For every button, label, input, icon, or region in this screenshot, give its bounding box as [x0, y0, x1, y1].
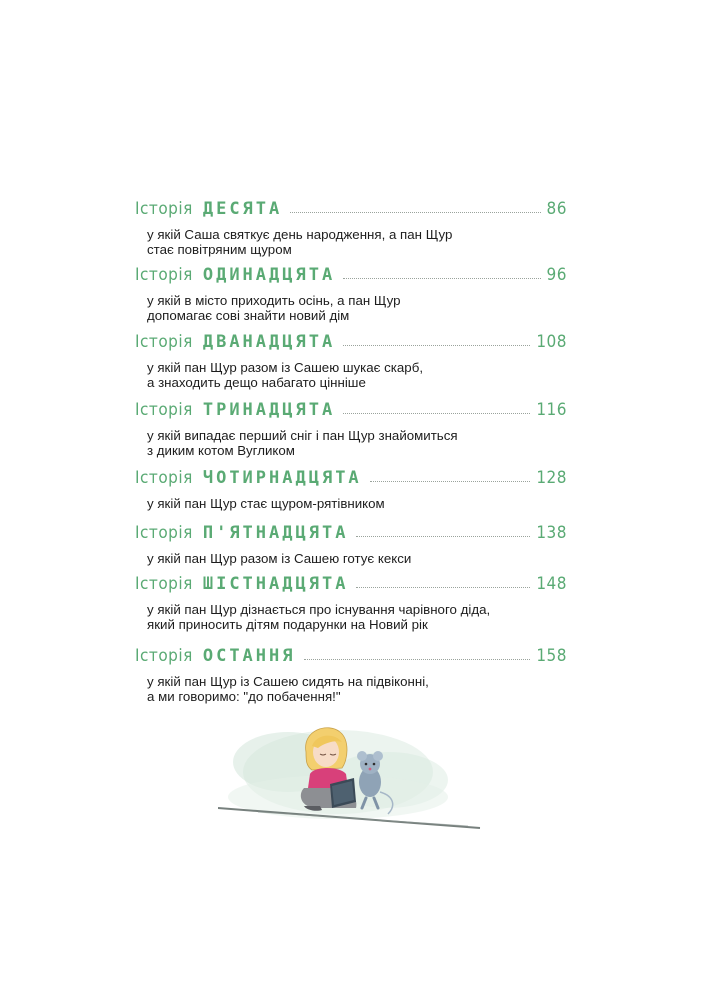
description-line: у якій пан Щур із Сашею сидять на підвіконні, [147, 674, 429, 689]
story-description [147, 496, 567, 511]
story-label: Історія [135, 332, 193, 352]
toc-entry[interactable] [135, 643, 567, 704]
toc-entry-heading [135, 465, 567, 491]
dot-leader [370, 481, 531, 482]
story-label: Історія [135, 199, 193, 219]
toc-entry[interactable] [135, 465, 567, 511]
story-label: Історія [135, 646, 193, 666]
description-line: у якій пан Щур дізнається про існування чарівного діда, [147, 602, 491, 617]
description-line: допомагає сові знайти новий дім [147, 308, 350, 323]
page-number: 108 [536, 332, 567, 352]
page-number: 148 [536, 574, 567, 594]
toc-entry-heading [135, 262, 567, 288]
toc-entry-heading [135, 571, 567, 597]
page-number: 128 [536, 468, 567, 488]
story-label: Історія [135, 265, 193, 285]
description-line: а ми говоримо: "до побачення!" [147, 689, 341, 704]
story-label: Історія [135, 468, 193, 488]
description-line: стає повітряним щуром [147, 242, 292, 257]
toc-entry[interactable] [135, 571, 567, 632]
story-description [147, 551, 567, 566]
page-number: 86 [546, 199, 567, 219]
story-description [147, 360, 567, 390]
toc-entry-heading [135, 520, 567, 546]
story-ordinal: ТРИНАДЦЯТА [202, 400, 336, 420]
story-ordinal: ШІСТНАДЦЯТА [202, 574, 349, 594]
story-description [147, 293, 567, 323]
story-label: Історія [135, 523, 193, 543]
toc-entry-heading [135, 397, 567, 423]
story-ordinal: П'ЯТНАДЦЯТА [202, 523, 349, 543]
dot-leader [356, 587, 530, 588]
description-line: у якій в місто приходить осінь, а пан Щур [147, 293, 401, 308]
dot-leader [290, 212, 540, 213]
story-description [147, 227, 567, 257]
toc-entry[interactable] [135, 520, 567, 566]
description-line: у якій випадає перший сніг і пан Щур знайомиться [147, 428, 458, 443]
description-line: з диким котом Вугликом [147, 443, 295, 458]
dot-leader [343, 278, 540, 279]
story-ordinal: ОДИНАДЦЯТА [202, 265, 336, 285]
toc-entry-heading [135, 643, 567, 669]
dot-leader [343, 345, 530, 346]
toc-entry[interactable] [135, 329, 567, 390]
story-description [147, 674, 567, 704]
dot-leader [304, 659, 531, 660]
story-ordinal: ОСТАННЯ [202, 646, 296, 666]
toc-entry[interactable] [135, 397, 567, 458]
page-number: 96 [546, 265, 567, 285]
story-label: Історія [135, 400, 193, 420]
girl-and-rat-illustration [218, 722, 482, 832]
toc-entry-heading [135, 329, 567, 355]
dot-leader [356, 536, 530, 537]
description-line: який приносить дітям подарунки на Новий рік [147, 617, 428, 632]
toc-entry[interactable] [135, 196, 567, 257]
toc-entry-heading [135, 196, 567, 222]
description-line: у якій пан Щур стає щуром-рятівником [147, 496, 385, 511]
story-ordinal: ДЕСЯТА [202, 199, 283, 219]
description-line: у якій пан Щур разом із Сашею готує кекси [147, 551, 412, 566]
story-description [147, 602, 567, 632]
toc-entry[interactable] [135, 262, 567, 323]
page-number: 158 [536, 646, 567, 666]
page-number: 138 [536, 523, 567, 543]
page-number: 116 [536, 400, 567, 420]
story-ordinal: ЧОТИРНАДЦЯТА [202, 468, 362, 488]
dot-leader [343, 413, 530, 414]
story-ordinal: ДВАНАДЦЯТА [202, 332, 336, 352]
description-line: а знаходить дещо набагато цінніше [147, 375, 366, 390]
description-line: у якій пан Щур разом із Сашею шукає скарб, [147, 360, 424, 375]
story-description [147, 428, 567, 458]
story-label: Історія [135, 574, 193, 594]
description-line: у якій Саша святкує день народження, а пан Щур [147, 227, 453, 242]
